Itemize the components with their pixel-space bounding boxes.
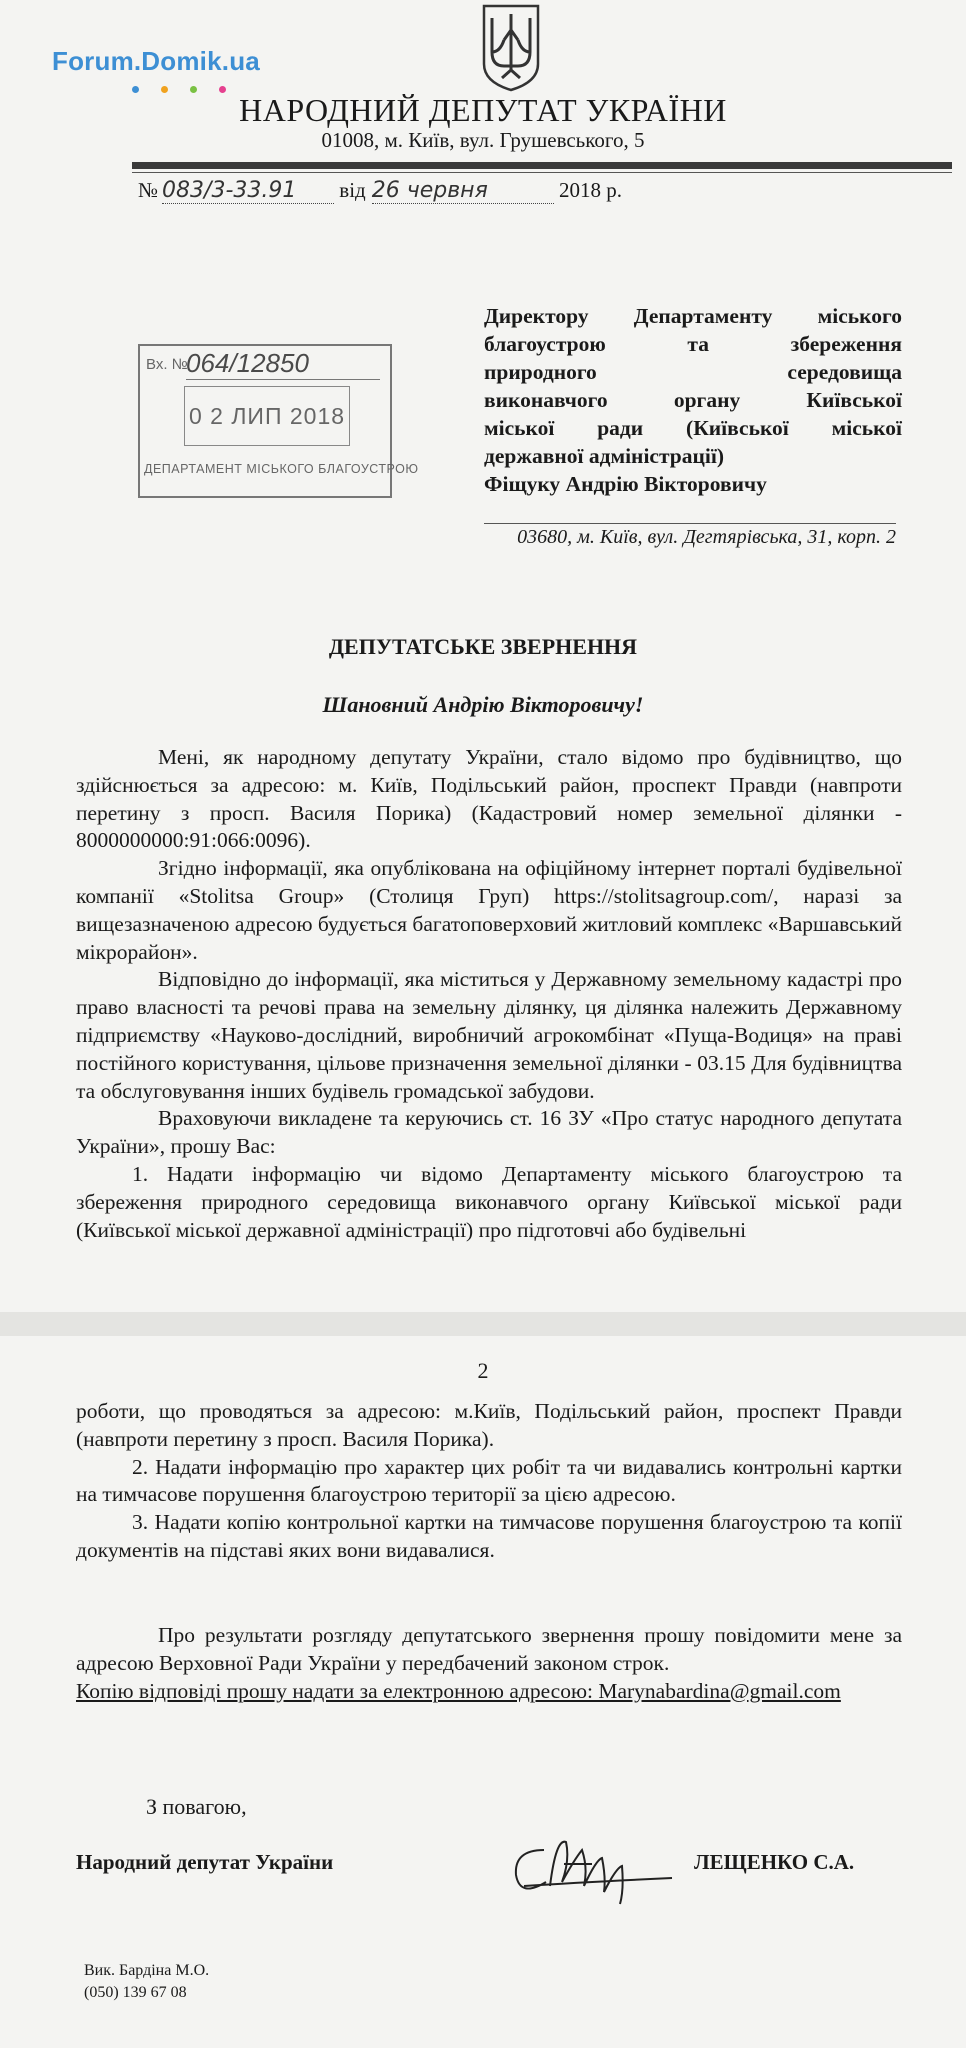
ref-number-label: № bbox=[138, 178, 159, 202]
paragraph: Згідно інформації, яка опублікована на офіційному інтернет порталі будівельної компанії «Stolitsa Group» (Столиця Груп) https://stolitsagroup.com/, наразі за вищезазначеною адресою будується багатоповерховий житловий комплекс «Варшавський мікрорайон». bbox=[76, 856, 902, 964]
recipient-address: 03680, м. Київ, вул. Дегтярівська, 31, корп. 2 bbox=[517, 526, 896, 548]
salutation: Шановний Андрію Вікторовичу! bbox=[322, 692, 644, 717]
recipient-line: благоустрою та збереження bbox=[484, 332, 902, 356]
watermark-logo: Forum.Domik.ua bbox=[52, 46, 260, 76]
page-break bbox=[0, 1312, 966, 1336]
recipient-name: Фіщуку Андрію Вікторовичу bbox=[484, 472, 767, 496]
paragraph: Відповідно до інформації, яка міститься у Державному земельному кадастрі про право власності та речові права на земельну ділянку, ця ділянка належить Державному підприємству «Науково-дослідний, виробничий агрокомбінат «Пуща-Водиця» на праві постійного користування, цільове призначення земельної ділянки - 03.15 Для будівництва та обслуговування інших будівель громадської забудови. bbox=[76, 967, 902, 1103]
executor-phone: (050) 139 67 08 bbox=[84, 1984, 187, 2001]
closing-block bbox=[76, 1622, 902, 1705]
recipient-block bbox=[484, 302, 902, 498]
ref-number: 083/3-33.91 bbox=[162, 178, 334, 204]
closing-paragraph: Про результати розгляду депутатського звернення прошу повідомити мене за адресою Верховної Ради України у передбачений законом строк. bbox=[76, 1623, 902, 1675]
header-rule-thin bbox=[132, 172, 952, 173]
signer-name: ЛЕЩЕНКО С.А. bbox=[694, 1850, 855, 1874]
recipient-line: Директору Департаменту міського bbox=[484, 304, 902, 328]
body-page-1 bbox=[76, 744, 902, 1244]
page-number: 2 bbox=[477, 1358, 489, 1383]
body-page-2 bbox=[76, 1398, 902, 1565]
stamp-incoming-label: Вх. № bbox=[146, 356, 188, 373]
recipient-line: природного середовища bbox=[484, 360, 902, 384]
closing-email-request: Копію відповіді прошу надати за електронною адресою: Marynabardina@gmail.com bbox=[76, 1678, 841, 1703]
header-title: НАРОДНИЙ ДЕПУТАТ УКРАЇНИ bbox=[239, 92, 727, 128]
handwritten-signature bbox=[504, 1820, 674, 1910]
recipient-rule bbox=[484, 523, 896, 524]
recipient-line: міської ради (Київської міської bbox=[484, 416, 902, 440]
regards: З повагою, bbox=[146, 1794, 247, 1819]
trident-coat-of-arms-icon bbox=[482, 4, 540, 92]
request-item-2: 2. Надати інформацію про характер цих робіт та чи видавались контрольні картки на тимчасове порушення благоустрою території за цією адресою. bbox=[76, 1454, 902, 1507]
ref-date-label: від bbox=[339, 178, 366, 202]
incoming-stamp bbox=[138, 344, 419, 498]
document-title: ДЕПУТАТСЬКЕ ЗВЕРНЕННЯ bbox=[328, 634, 638, 659]
header-rule bbox=[132, 162, 952, 169]
recipient-line: виконавчого органу Київської bbox=[484, 388, 902, 412]
ref-year: 2018 р. bbox=[558, 178, 622, 202]
executor-name: Вик. Бардіна М.О. bbox=[84, 1962, 210, 1979]
reference-line bbox=[138, 178, 622, 204]
paragraph: Враховуючи викладене та керуючись ст. 16 ЗУ «Про статус народного депутата України», прошу Вас: bbox=[76, 1106, 902, 1159]
stamp-date: 0 2 ЛИП 2018 bbox=[184, 386, 350, 446]
recipient-line: державної адміністрації) bbox=[484, 444, 724, 468]
ref-date: 26 червня bbox=[372, 178, 554, 204]
request-item-1-continued: роботи, що проводяться за адресою: м.Київ, Подільський район, проспект Правди (навпроти перетину з просп. Василя Порика). bbox=[76, 1399, 902, 1451]
request-item-1: 1. Надати інформацію чи відомо Департаменту міського благоустрою та збереження природного середовища виконавчого органу Київської міської ради (Київської міської державної адміністрації) про підготовчі або будівельні bbox=[76, 1161, 902, 1242]
header-address: 01008, м. Київ, вул. Грушевського, 5 bbox=[321, 128, 645, 152]
stamp-department: ДЕПАРТАМЕНТ МІСЬКОГО БЛАГОУСТРОЮ bbox=[144, 462, 419, 476]
stamp-incoming-number: 064/12850 bbox=[186, 348, 380, 380]
paragraph: Мені, як народному депутату України, стало відомо про будівництво, що здійснюється за адресою: м. Київ, Подільський район, проспект Правди (навпроти перетину з просп. Василя Порика) (Кадастровий номер земельної ділянки - 8000000000:91:066:0096). bbox=[76, 745, 902, 853]
request-item-3: 3. Надати копію контрольної картки на тимчасове порушення благоустрою та копії документів на підставі яких вони видавалися. bbox=[76, 1510, 902, 1562]
signer-position: Народний депутат України bbox=[76, 1850, 334, 1874]
